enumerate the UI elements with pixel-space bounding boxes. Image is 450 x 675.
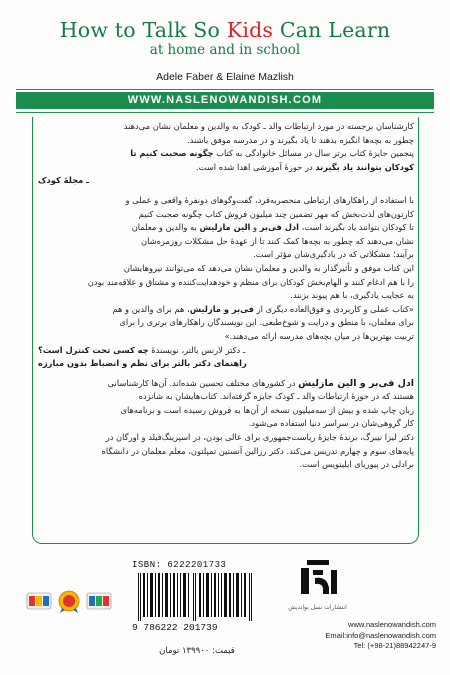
para-1-line — [38, 161, 414, 175]
isbn-label: ISBN: 6222201733 — [132, 560, 227, 570]
award-seal-icon — [56, 588, 82, 614]
publisher-email: Email:info@naslenowandish.com — [325, 630, 436, 640]
book-title-part2: Can Learn — [273, 18, 391, 42]
para-6-line: برادلی در پیوریای ایلینویس است. — [299, 459, 414, 470]
publisher-name: انتشارات نسل نواندیش — [288, 604, 347, 611]
book-title-persian: چگونه صحبت کنیم تا — [130, 148, 214, 159]
para-2-line — [38, 221, 414, 235]
quote-source — [38, 344, 414, 358]
publisher-contact — [256, 620, 436, 652]
description-text — [38, 120, 414, 472]
book-subtitle: at home and in school — [149, 42, 301, 58]
barcode-icon — [136, 573, 256, 621]
para-5-line: زبان چاپ شده و بیش از سه‌میلیون نسخه از آن‌ها به فروش رسیده است و برنامه‌های — [120, 404, 414, 415]
award-badge-icon — [26, 588, 52, 614]
quoted-book-title: چه کسی تحت کنترل است؟ — [38, 344, 149, 355]
cover-header — [0, 18, 450, 58]
para-4-line: تربیت بهترین‌ها در میان بچه‌های مدرسه ارائه می‌دهند.» — [224, 330, 414, 341]
text-run: و — [250, 222, 260, 233]
text-run: «کتاب عملی و کاربردی و فوق‌العاده دیگری از — [253, 303, 414, 314]
author-name: ادل فی‌بر — [259, 222, 299, 233]
para-5-line — [38, 377, 414, 391]
publisher-logo-icon — [293, 558, 343, 602]
text-run: به والدین و معلمان — [131, 222, 200, 233]
para-5-line: کار گروهی‌شان در سراسر دنیا استفاده می‌شود. — [248, 418, 414, 429]
para-6-line: پایه‌های سوم و چهارم تدریس می‌کند. دکتر رزالین آنستین تمپلتون، معلم معلمان در دانشگاه — [101, 445, 414, 456]
book-title — [0, 18, 450, 42]
para-2-line: کارتون‌های لذت‌بخش که مهر تضمین چند میلیون فروش کتاب چگونه صحبت کنیم — [138, 208, 414, 219]
book-title-kids: Kids — [226, 18, 274, 42]
text-run: ، هم برای والدین و هم — [112, 303, 190, 314]
isbn-number: 9 786222 201739 — [132, 622, 218, 633]
para-2-line: برآیند؛ مشکلاتی که در یادگیری‌شان مؤثر است. — [253, 249, 414, 260]
para-6-line: دکتر لیزا نیبرگ، برندهٔ جایزهٔ ریاست‌جمهوری برای عالی بودن، در اسپرینگ‌فیلد و اورگان در — [105, 432, 414, 443]
isbn-barcode — [132, 560, 262, 640]
header-rule-bottom — [16, 112, 434, 113]
para-1-line: کارشناسان برجسته در مورد ارتباطات والد ـ کودک به والدین و معلمان نشان می‌دهند — [123, 121, 414, 131]
author-name: الین مازلیش — [298, 377, 357, 389]
para-1-line: چطور به بچه‌ها انگیزه بدهند تا یاد بگیرند و در مدرسه موفق باشند. — [187, 134, 414, 145]
para-2-line: نشان می‌دهند که چطور به بچه‌ها کمک کنند تا از عهدهٔ حل مشکلات روزمره‌شان — [141, 235, 414, 246]
text-run: در حوزهٔ آموزشی اهدا شده است. — [196, 161, 316, 172]
author-names: فی‌بر و مازلیش — [189, 303, 254, 314]
price-label: قیمت: ۱۳۹۹۰۰ تومان — [159, 646, 235, 656]
text-run: ـ دکتر لارنس بالتر، نویسندهٔ — [148, 344, 246, 355]
para-3-line: را با هم ادغام کنند و الهام‌بخش کودکان برای منظم و خودهدایت‌کننده و مشتاق و علاقه‌مند بودن — [87, 276, 414, 287]
quote-source-subtitle: راهنمای دکتر بالتر برای نظم و انضباط بدون مبارزه — [38, 358, 247, 369]
award-badges — [26, 588, 126, 614]
para-3-line: این کتاب موفق و تأثیرگذار به والدین و معلمان نشان می‌دهد که می‌توانند نیروهایشان — [123, 262, 414, 273]
author-name: ادل فی‌بر — [369, 377, 414, 389]
para-5-line: هستند که در حوزهٔ ارتباطات والد ـ کودک جایزه گرفته‌اند. کتاب‌هایشان به شانزده — [138, 391, 414, 402]
para-3-line: به عجایب یادگیری، با هم پیوند بزنند. — [290, 290, 414, 301]
publisher-tel: Tel: (+98-21)88942247-9 — [353, 641, 436, 650]
authors-line: Adele Faber & Elaine Mazlish — [156, 71, 294, 83]
para-4-line — [38, 303, 414, 317]
award-badge-icon — [86, 588, 112, 614]
author-name: الین مازلیش — [199, 222, 251, 233]
book-title-part1: How to Talk So — [59, 18, 227, 42]
para-2-line: با استفاده از راهکارهای ارتباطی منحصربه‌فرد، گفت‌وگوهای دونفرهٔ واقعی و عملی و — [125, 194, 414, 205]
para-1-line — [38, 147, 414, 161]
para-4-line: برای معلمان، با منطق و درایت و شوخ‌طبعی. این نویسندگان راهکارهای برتری را برای — [119, 317, 414, 328]
publisher-site: www.naslenowandish.com — [348, 620, 436, 629]
quote-source: ـ مجلهٔ کودک — [38, 175, 89, 186]
text-run: تا کودکان بتوانند یاد بگیرند است، — [299, 222, 414, 233]
text-run: پنجمین جایزهٔ کتاب برتر سال در مسائل خانوادگی به کتاب — [213, 148, 414, 159]
text-run: و — [356, 377, 369, 389]
book-title-persian-cont: کودکان بتوانند یاد بگیرند — [315, 161, 414, 172]
website-band: WWW.NASLENOWANDISH.COM — [16, 92, 434, 109]
header-rule-top — [16, 89, 434, 90]
text-run: در کشورهای مختلف تحسین شده‌اند. آن‌ها کارشناسانی — [107, 377, 299, 388]
